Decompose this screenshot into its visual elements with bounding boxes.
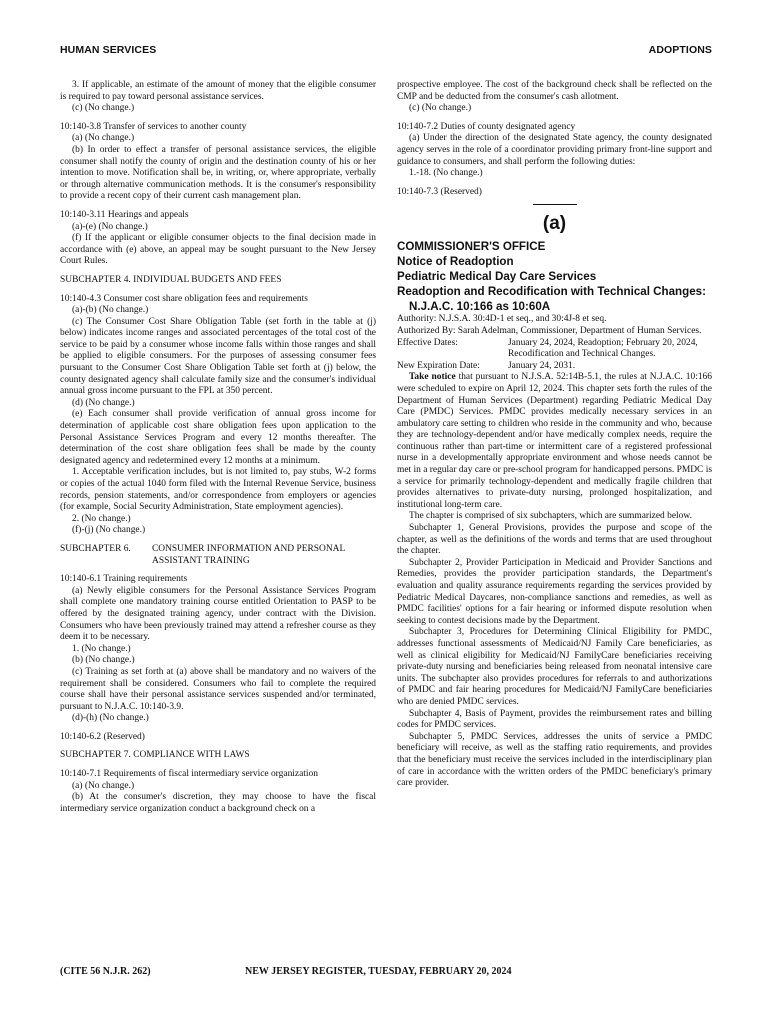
paragraph: The chapter is comprised of six subchapters, which are summarized below. [409,511,692,522]
paragraph: 1. Acceptable verification includes, but is not limited to, pay stubs, W-2 forms or copies of the actual 1040 form filed with the Internal Revenue Service, business records, pension statements, and/or correspondence from employers or agencies (for example, Social Security Administration, State employment agencies). [60,467,376,513]
section-heading: 10:140-7.3 (Reserved) [397,186,482,197]
citation-footer: (CITE 56 N.J.R. 262) [60,966,151,977]
section-heading: 10:140-6.1 Training requirements [60,574,188,585]
paragraph: (c) Training as set forth at (a) above shall be mandatory and no waivers of the requirement shall be considered. Consumers who fail to complete the required course shall have their personal assistance services suspended and/or terminated, pursuant to N.J.A.C. 10:140-3.9. [60,666,376,712]
section-heading: 10:140-4.3 Consumer cost share obligation fees and requirements [60,293,308,304]
paragraph: (d) (No change.) [72,397,135,408]
paragraph: (a) Newly eligible consumers for the Personal Assistance Services Program shall complete one mandatory training course entitled Orientation to PASP to be offered by the designated training agency, under contract with the Division. Consumers who have been previously trained may attend a refresher course as they deem it to be necessary. [60,585,376,643]
paragraph: (d)-(h) (No change.) [72,713,149,724]
paragraph: Subchapter 1, General Provisions, provides the purpose and scope of the chapter, as well as the definitions of the words and terms that are used throughout the chapter. [397,523,712,557]
section-heading: 10:140-6.2 (Reserved) [60,731,145,742]
left-column [60,80,376,815]
paragraph: 3. If applicable, an estimate of the amount of money that the eligible consumer is required to pay toward personal assistance services. [60,80,376,102]
paragraph: (b) At the consumer's discretion, they may choose to have the fiscal intermediary service organization conduct a background check on a [60,792,376,814]
paragraph: (b) In order to effect a transfer of personal assistance services, the eligible consumer shall notify the county of origin and the destination county of his or her intention to move. Notification shall be, in writing, or, where appropriate, verbally or through alternative communication methods. It is the consumer's responsibility to provide a recent copy of their current cash management plan. [60,144,376,202]
paragraph: 2. (No change.) [72,513,131,524]
paragraph: (c) (No change.) [72,103,135,114]
paragraph [397,372,712,511]
authority: Authority: N.J.S.A. 30:4D-1 et seq., and 30:4J-8 et seq. [397,314,607,325]
right-column [397,80,712,790]
paragraph: Subchapter 5, PMDC Services, addresses the units of service a PMDC beneficiary will receive, as well as the staffing ratio requirements, and provides that the beneficiary must receive the services included in the interdisciplinary plan of care in accordance with the written orders of the PMDC beneficiary's primary care provider. [397,731,712,789]
paragraph: (a) (No change.) [72,780,135,791]
paragraph: (a)-(e) (No change.) [72,221,148,232]
section-heading: 10:140-7.1 Requirements of fiscal intermediary service organization [60,769,318,780]
paragraph: 1.-18. (No change.) [409,168,483,179]
paragraph: (b) (No change.) [72,655,135,666]
paragraph: (c) The Consumer Cost Share Obligation Table (set forth in the table at (j) below) indicates income ranges and associated percentages of the total cost of the service to be paid by a consumer whose income falls within those ranges and shall be applied to eligible consumers. For the purposes of assessing consumer fees pursuant to the Consumer Cost Share Obligation Table set forth at (j) below, the county designated agency shall calculate family size and the consumer's individual annual gross income pursuant to the FPL at 350 percent. [60,316,376,397]
notice-type: Notice of Readoption [397,255,514,269]
effective-dates-label: Effective Dates: [397,337,458,348]
agency-office: COMMISSIONER'S OFFICE [397,240,546,254]
running-header-right: ADOPTIONS [648,44,712,56]
paragraph: (c) (No change.) [409,103,472,114]
readoption-heading: Readoption and Recodification with Technical Changes: N.J.A.C. 10:166 as 10:60A [397,285,706,314]
section-heading: 10:140-3.8 Transfer of services to another county [60,121,247,132]
authorized-by: Authorized By: Sarah Adelman, Commissioner, Department of Human Services. [397,325,702,336]
paragraph: (a) Under the direction of the designated State agency, the county designated agency serves in the role of a coordinator providing primary front-line support and guidance to consumers, and shall perform the following duties: [397,133,712,167]
paragraph: (a) (No change.) [72,133,135,144]
section-divider [533,204,577,205]
take-notice-body: that pursuant to N.J.S.A. 52:14B-5.1, the rules at N.J.A.C. 10:166 were scheduled to expire on April 12, 2024. This chapter sets forth the rules of the Department of Human Services (Department) regarding Pediatric Medical Day Care (PMDC) Services. PMDC provides medically necessary services in an ambulatory care setting to children who reside in the community and who, because they are technology-dependent and/or have medically complex needs, require the continuous rather than part-time or intermittent care of a registered professional nurse in a developmentally appropriate environment and whose needs cannot be met in a regular day care or pre-school program for handicapped persons. PMDC is a service for primarily technology-dependent and medically fragile children that provides alternatives to private-duty nursing, prolonged hospitalization, and institutional long-term care. [397,372,713,510]
effective-dates-value: January 24, 2024, Readoption; February 20, 2024, Recodification and Technical Changes. [508,337,698,360]
effective-dates-table [397,338,712,373]
paragraph: (a)-(b) (No change.) [72,305,149,316]
expiration-date-label: New Expiration Date: [397,360,480,371]
section-heading: 10:140-3.11 Hearings and appeals [60,209,189,220]
running-header-left: HUMAN SERVICES [60,44,157,56]
paragraph: prospective employee. The cost of the background check shall be reflected on the CMP and be deducted from the consumer's cash allotment. [397,80,712,102]
paragraph: (f)-(j) (No change.) [72,525,146,536]
paragraph: (f) If the applicant or eligible consumer objects to the final decision made in accordance with (e) above, an appeal may be sought pursuant to the New Jersey Court Rules. [60,233,376,267]
register-footer: NEW JERSEY REGISTER, TUESDAY, FEBRUARY 20, 2024 [245,966,512,977]
rule-title: Pediatric Medical Day Care Services [397,270,597,284]
paragraph: Subchapter 4, Basis of Payment, provides the reimbursement rates and billing codes for PMDC services. [397,708,712,731]
subchapter-heading: SUBCHAPTER 4. INDIVIDUAL BUDGETS AND FEES [60,274,282,285]
paragraph: (e) Each consumer shall provide verification of annual gross income for determination of applicable cost share obligation fees upon application to the Personal Assistance Services Program and every 12 months thereafter. The determination of the cost share obligation fees shall be made by the county designated agency and redetermined every 12 months at a minimum. [60,409,376,466]
subchapter-number: SUBCHAPTER 6. [60,543,131,554]
paragraph: 1. (No change.) [72,643,131,654]
paragraph: Subchapter 2, Provider Participation in Medicaid and Provider Sanctions and Remedies, provides the provider participation standards, the Department's evaluation and quality assurance requirements regarding the services provided by Pediatric Medical Daycares, non-compliance sanctions and remedies, as well as PMDC facilities' options for a fair hearing or informed dispute resolution when seeking to contest decisions made by the Department. [397,557,712,626]
notice-tag: (a) [542,213,567,235]
section-heading: 10:140-7.2 Duties of county designated agency [397,121,576,132]
paragraph: Subchapter 3, Procedures for Determining Clinical Eligibility for PMDC, addresses functional assessments of Medicaid/NJ Family Care beneficiaries, as well as clinical eligibility for Medicaid/NJ FamilyCare beneficiaries receiving private-duty nursing and beneficiaries being released from neonatal intensive care units. The subchapter also provides procedures for referrals to and authorizations of PMDC and fair hearing procedures for Medicaid/NJ FamilyCare beneficiaries who are denied PMDC services. [397,627,712,707]
subchapter-heading [60,544,376,567]
subchapter-heading: SUBCHAPTER 7. COMPLIANCE WITH LAWS [60,750,250,761]
expiration-date-value: January 24, 2031. [508,360,576,371]
take-notice-lead: Take notice [409,372,456,383]
subchapter-title: CONSUMER INFORMATION AND PERSONAL ASSISTANT TRAINING [152,543,345,566]
